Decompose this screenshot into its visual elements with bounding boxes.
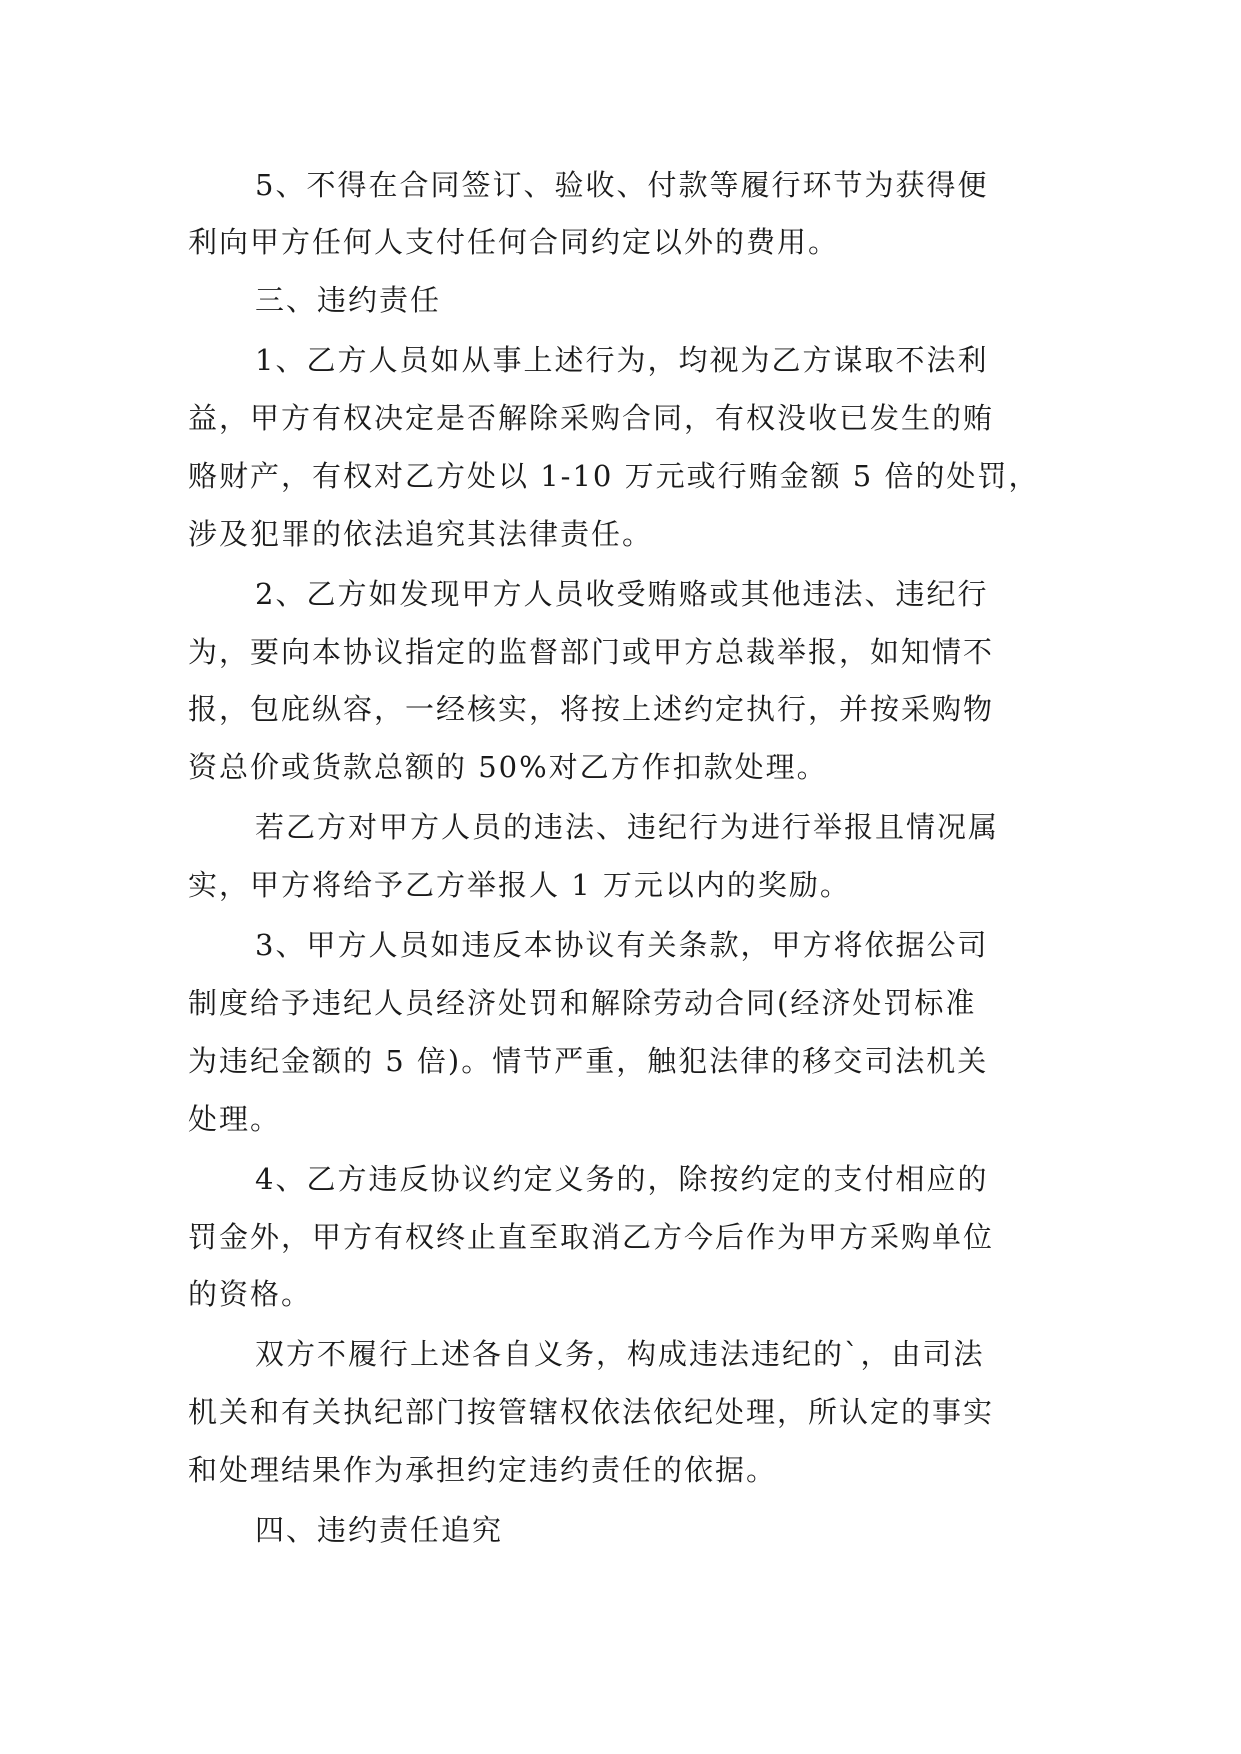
paragraph-line: 赂财产，有权对乙方处以 1-10 万元或行贿金额 5 倍的处罚， [188, 459, 1040, 493]
paragraph-line: 为，要向本协议指定的监督部门或甲方总裁举报，如知情不 [188, 635, 995, 669]
paragraph-line: 5、不得在合同签订、验收、付款等履行环节为获得便 [255, 168, 989, 202]
paragraph-line: 和处理结果作为承担约定违约责任的依据。 [188, 1453, 778, 1487]
paragraph-line: 资总价或货款总额的 50%对乙方作扣款处理。 [188, 750, 828, 784]
paragraph-line: 实，甲方将给予乙方举报人 1 万元以内的奖励。 [188, 868, 851, 902]
paragraph-line: 4、乙方违反协议约定义务的，除按约定的支付相应的 [255, 1162, 989, 1196]
paragraph-line: 处理。 [188, 1102, 282, 1136]
paragraph-line: 涉及犯罪的依法追究其法律责任。 [188, 517, 654, 551]
paragraph-line: 利向甲方任何人支付任何合同约定以外的费用。 [188, 225, 840, 259]
paragraph-line: 为违纪金额的 5 倍)。情节严重，触犯法律的移交司法机关 [188, 1044, 989, 1078]
paragraph-line: 双方不履行上述各自义务，构成违法违纪的`，由司法 [255, 1337, 985, 1371]
paragraph-line: 1、乙方人员如从事上述行为，均视为乙方谋取不法利 [255, 343, 989, 377]
section-heading: 四、违约责任追究 [255, 1513, 504, 1547]
paragraph-line: 制度给予违纪人员经济处罚和解除劳动合同(经济处罚标准 [188, 986, 977, 1020]
paragraph-line: 3、甲方人员如违反本协议有关条款，甲方将依据公司 [255, 928, 989, 962]
paragraph-line: 罚金外，甲方有权终止直至取消乙方今后作为甲方采购单位 [188, 1220, 995, 1254]
section-heading: 三、违约责任 [255, 283, 442, 317]
paragraph-line: 若乙方对甲方人员的违法、违纪行为进行举报且情况属 [255, 810, 1000, 844]
paragraph-line: 益，甲方有权决定是否解除采购合同，有权没收已发生的贿 [188, 401, 995, 435]
paragraph-line: 2、乙方如发现甲方人员收受贿赂或其他违法、违纪行 [255, 577, 989, 611]
paragraph-line: 机关和有关执纪部门按管辖权依法依纪处理，所认定的事实 [188, 1395, 995, 1429]
paragraph-line: 报，包庇纵容，一经核实，将按上述约定执行，并按采购物 [188, 692, 995, 726]
paragraph-line: 的资格。 [188, 1277, 313, 1311]
